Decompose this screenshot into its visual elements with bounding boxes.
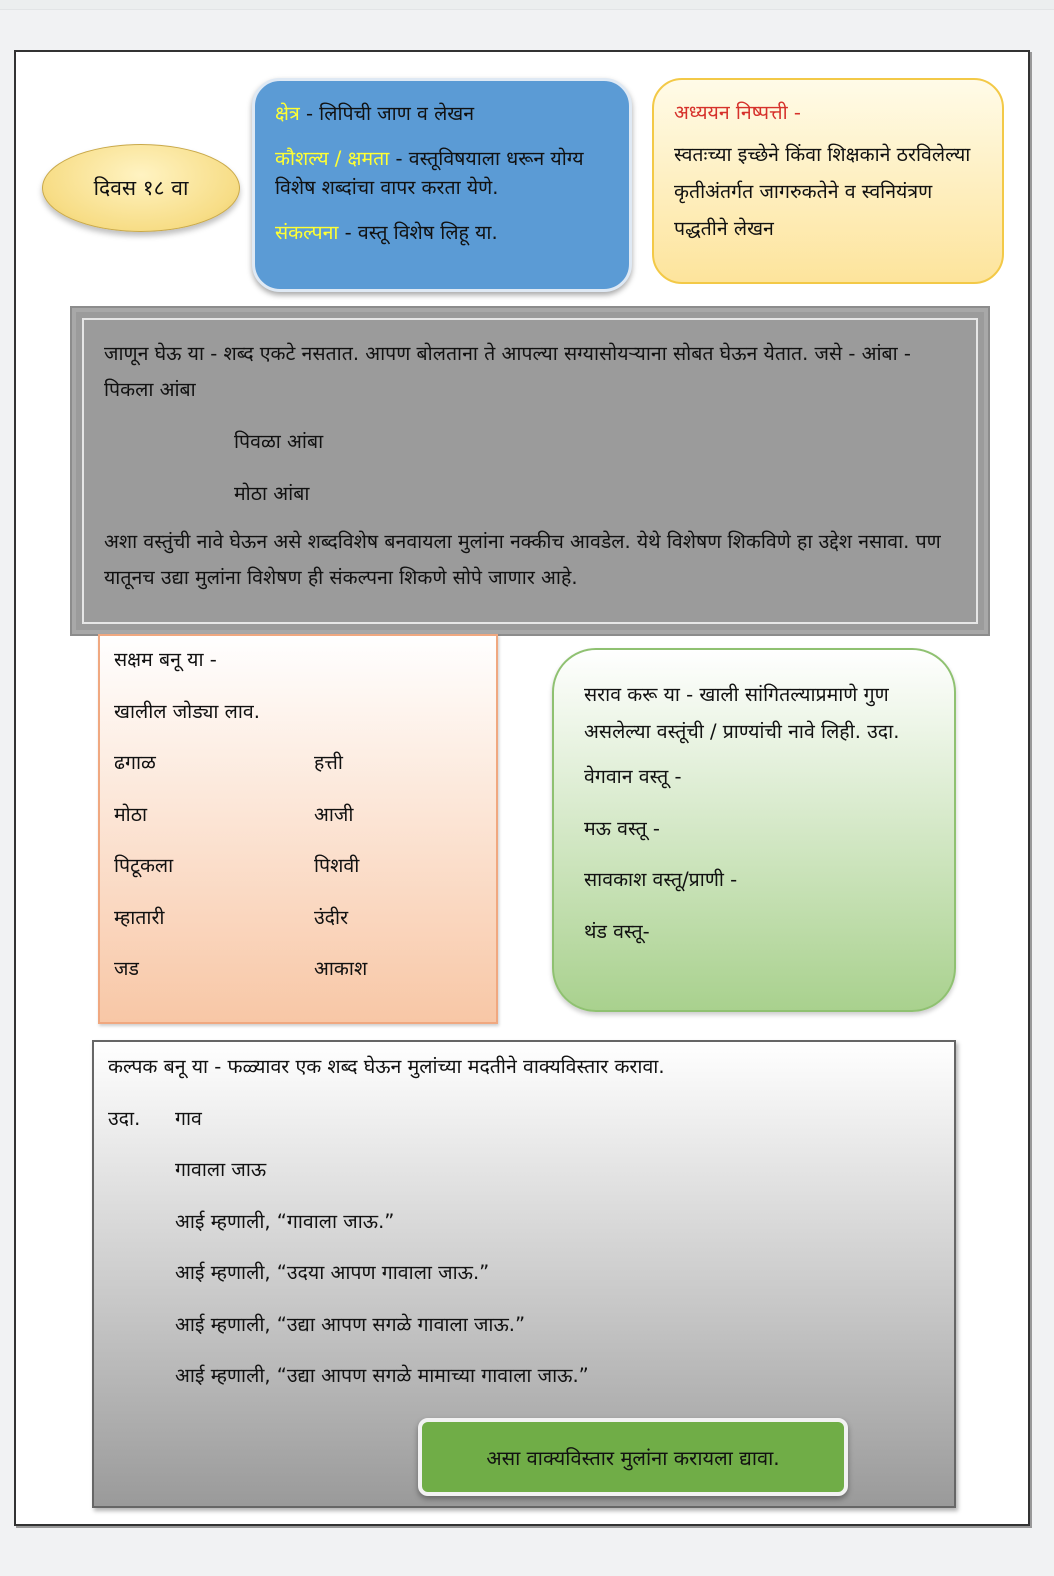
practice-item: मऊ वस्तू - xyxy=(584,816,660,840)
pair-left: म्हातारी xyxy=(114,905,165,929)
concept-line xyxy=(275,218,609,247)
pair-right: आजी xyxy=(314,802,354,826)
concept-label: संकल्पना xyxy=(275,221,339,244)
info-box xyxy=(252,78,632,292)
creative-line: गाव xyxy=(175,1106,202,1130)
day-badge xyxy=(42,144,240,232)
capable-instruction: खालील जोड्या लाव. xyxy=(114,699,260,723)
creative-line: आई म्हणाली, “उदया आपण गावाला जाऊ.” xyxy=(175,1261,490,1284)
pair-row xyxy=(114,802,482,857)
pair-left: पिटूकला xyxy=(114,854,174,877)
know-paragraph: अशा वस्तुंची नावे घेऊन असे शब्दविशेष बनवायला मुलांना नक्कीच आवडेल. येथे विशेषण शिकविणे हा उद्देश नसावा. पण यातूनच उद्या मुलांना विशेषण ही संकल्पना शिकणे सोपे जाणार आहे. xyxy=(104,530,941,589)
know-box-inner xyxy=(82,318,978,624)
creative-line: गावाला जाऊ xyxy=(175,1158,267,1181)
skill-text: - वस्तूविषयाला धरून योग्य विशेष शब्दांचा वापर करता येणे. xyxy=(275,147,584,199)
pair-right: आकाश xyxy=(314,957,368,980)
example-label: उदा. xyxy=(108,1106,141,1130)
practice-item: सावकाश वस्तू/प्राणी - xyxy=(584,868,738,891)
know-example-3: मोठा आंबा xyxy=(234,482,310,505)
practice-item: वेगवान वस्तू - xyxy=(584,765,682,788)
learning-outcome-box xyxy=(652,78,1004,284)
pair-row xyxy=(114,959,482,1011)
practice-box xyxy=(552,648,956,1012)
note-text: असा वाक्यविस्तार मुलांना करायला द्यावा. xyxy=(486,1445,780,1470)
pair-row xyxy=(114,905,482,960)
know-box xyxy=(72,308,988,634)
pair-row xyxy=(114,753,482,805)
practice-item: थंड वस्तू- xyxy=(584,919,650,943)
area-text: - लिपिची जाण व लेखन xyxy=(299,102,475,125)
practice-intro: सराव करू या - खाली सांगितल्याप्रमाणे गुण असलेल्या वस्तूंची / प्राण्यांची नावे लिही. उदा. xyxy=(584,683,900,743)
pair-right: पिशवी xyxy=(314,854,360,877)
know-intro: जाणून घेऊ या - शब्द एकटे नसतात. आपण बोलताना ते आपल्या सग्यासोयऱ्याना सोबत घेऊन येतात. जसे - आंबा - पिकला आंबा xyxy=(104,342,911,401)
pair-left: मोठा xyxy=(114,802,148,826)
creative-line: आई म्हणाली, “उद्या आपण सगळे गावाला जाऊ.” xyxy=(175,1312,526,1336)
outcome-text: स्वतःच्या इच्छेने किंवा शिक्षकाने ठरविलेल्या कृतीअंतर्गत जागरुकतेने व स्वनियंत्रण पद्धतीने लेखन xyxy=(674,143,971,240)
area-line xyxy=(275,99,609,128)
capable-box xyxy=(98,634,498,1024)
pair-right: उंदीर xyxy=(314,905,349,929)
know-example-2: पिवळा आंबा xyxy=(234,430,324,453)
outcome-title: अध्ययन निष्पत्ती - xyxy=(674,101,801,124)
note-banner xyxy=(418,1418,848,1496)
creative-title: कल्पक बनू या - फळ्यावर एक शब्द घेऊन मुलांच्या मदतीने वाक्यविस्तार करावा. xyxy=(108,1055,665,1078)
document-page xyxy=(14,50,1030,1526)
concept-text: - वस्तू विशेष लिहू या. xyxy=(338,221,498,244)
pair-left: जड xyxy=(114,957,139,980)
creative-line: आई म्हणाली, “गावाला जाऊ.” xyxy=(175,1209,395,1233)
pair-left: ढगाळ xyxy=(114,751,156,774)
creative-example-row xyxy=(108,1106,940,1158)
pair-row xyxy=(114,856,482,908)
creative-line: आई म्हणाली, “उद्या आपण सगळे मामाच्या गावाला जाऊ.” xyxy=(175,1364,589,1387)
day-label: दिवस १८ वा xyxy=(93,176,189,200)
skill-label: कौशल्य / क्षमता xyxy=(275,147,390,170)
capable-title: सक्षम बनू या - xyxy=(114,648,217,671)
pair-right: हत्ती xyxy=(314,751,343,774)
top-bar xyxy=(0,0,1054,10)
skill-line xyxy=(275,144,609,202)
area-label: क्षेत्र xyxy=(275,102,300,125)
